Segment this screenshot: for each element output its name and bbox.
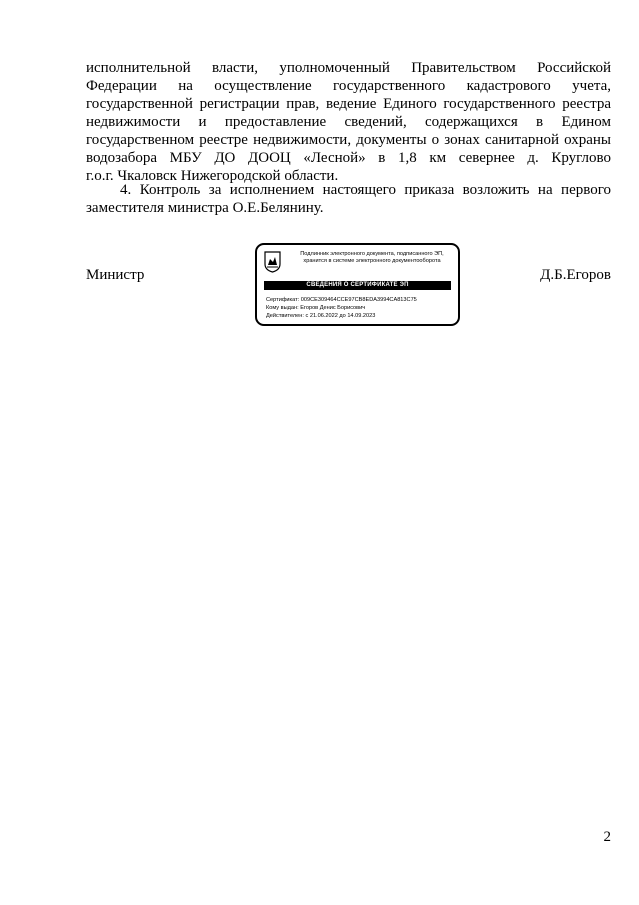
certificate-value: 009CE309464CCE97CB8EDA3994CA813C75 <box>300 297 417 303</box>
signer-name: Д.Б.Егоров <box>540 267 611 283</box>
issued-to-row <box>266 305 365 312</box>
text-line: водозабора МБУ ДО ДООЦ «Лесной» в 1,8 км севернее д. Круглово <box>86 150 611 166</box>
stamp-note-line: Подлинник электронного документа, подписанного ЭП, <box>300 251 444 257</box>
paragraph-continuation <box>86 59 611 185</box>
text-line: Федерации на осуществление государственного кадастрового учета, <box>86 78 611 94</box>
text-line: государственной регистрации прав, ведение Единого государственного реестра <box>86 96 611 112</box>
text-line: недвижимости и предоставление сведений, содержащихся в Едином <box>86 114 611 130</box>
signer-title: Министр <box>86 267 145 283</box>
certificate-row <box>266 297 417 304</box>
issued-to-label: Кому выдан: <box>266 305 299 311</box>
text-line: заместителя министра О.Е.Белянину. <box>86 200 324 216</box>
certificate-label: Сертификат: <box>266 297 300 303</box>
text-line: 4. Контроль за исполнением настоящего приказа возложить на первого <box>120 182 611 198</box>
text-line: исполнительной власти, уполномоченный Правительством Российской <box>86 60 611 76</box>
electronic-signature-stamp <box>255 243 460 326</box>
coat-of-arms-icon <box>264 251 281 273</box>
text-line: государственном реестре недвижимости, документы о зонах санитарной охраны <box>86 132 611 148</box>
page-number: 2 <box>603 829 611 845</box>
validity-value: с 21.06.2022 до 14.09.2023 <box>305 313 376 319</box>
text-line: г.о.г. Чкаловск Нижегородской области. <box>86 168 339 184</box>
paragraph-item-4 <box>86 181 611 217</box>
validity-label: Действителен: <box>266 313 304 319</box>
stamp-header: СВЕДЕНИЯ О СЕРТИФИКАТЕ ЭП <box>264 281 451 290</box>
stamp-note <box>287 251 457 265</box>
validity-row <box>266 313 375 320</box>
stamp-note-line: хранится в системе электронного документооборота <box>303 258 441 264</box>
issued-to-value: Егоров Денис Борисович <box>300 305 366 311</box>
